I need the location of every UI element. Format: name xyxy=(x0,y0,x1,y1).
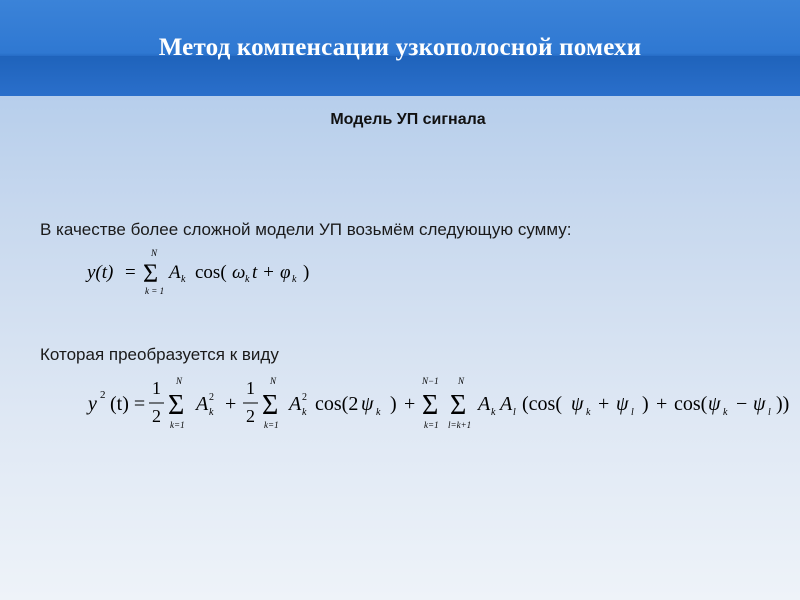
formula-2 xyxy=(80,372,800,436)
formula-2-sum3-sign: Σ xyxy=(422,390,439,421)
paragraph-2: Которая преобразуется к виду xyxy=(40,345,279,364)
formula-2-close-2: ) xyxy=(642,393,649,415)
formula-2-sum4-lower: l=k+1 xyxy=(448,420,472,430)
formula-1-equals: = xyxy=(125,262,136,283)
formula-1-close: ) xyxy=(303,262,310,283)
formula-2-plus-2: + xyxy=(404,393,416,415)
formula-2-frac1-num: 1 xyxy=(152,378,161,398)
formula-1-t-plus: t + xyxy=(252,262,275,283)
formula-2-plus-4: + xyxy=(656,393,668,415)
title-band xyxy=(0,56,800,96)
formula-2-A2-sub: k xyxy=(302,407,307,418)
formula-2-sum1-sign: Σ xyxy=(168,390,185,421)
formula-1-lhs: y(t) xyxy=(87,262,114,283)
slide-subtitle: Модель УП сигнала xyxy=(330,111,486,128)
formula-2-cos-open: (cos( xyxy=(522,393,562,415)
formula-2-frac2-den: 2 xyxy=(246,406,255,426)
formula-2-sum3-lower: k=1 xyxy=(424,420,439,430)
formula-1-omega-sub: k xyxy=(245,274,250,285)
formula-2-psi-3-sub: l xyxy=(631,407,634,418)
formula-2-sum2-upper: N xyxy=(270,376,277,386)
formula-2-A2: A xyxy=(289,393,302,415)
formula-2-frac1-den: 2 xyxy=(152,406,161,426)
formula-1-sum-upper: N xyxy=(151,248,158,258)
title-bar xyxy=(0,0,800,96)
formula-2-A2-sup: 2 xyxy=(302,392,307,403)
formula-2-frac2-num: 1 xyxy=(246,378,255,398)
formula-2-psi-2: ψ xyxy=(571,393,584,415)
formula-2-cos2: cos(2 xyxy=(315,393,359,415)
formula-2-sum3-upper: N−1 xyxy=(422,376,439,386)
formula-2-Al-sub: l xyxy=(513,407,516,418)
formula-2-psi-5: ψ xyxy=(753,393,766,415)
formula-2-psi-4: ψ xyxy=(708,393,721,415)
formula-2-minus: − xyxy=(736,393,748,415)
formula-2-cos-open-2: cos( xyxy=(674,393,708,415)
formula-2-A1-sup: 2 xyxy=(209,392,214,403)
formula-2-sum2-lower: k=1 xyxy=(264,420,279,430)
slide-title: Метод компенсации узкополосной помехи xyxy=(158,34,642,61)
formula-2-sum1-upper: N xyxy=(176,376,183,386)
formula-2-plus-3: + xyxy=(598,393,610,415)
formula-2-A3-sub: k xyxy=(491,407,496,418)
formula-2-sum4-upper: N xyxy=(458,376,465,386)
formula-2-psi-1: ψ xyxy=(361,393,374,415)
formula-2-plus-1: + xyxy=(225,393,237,415)
formula-2-sum2-sign: Σ xyxy=(262,390,279,421)
formula-2-svg xyxy=(80,372,800,436)
formula-2-A1-sub: k xyxy=(209,407,214,418)
formula-2-y-sup: 2 xyxy=(100,389,106,401)
formula-2-psi-4-sub: k xyxy=(723,407,728,418)
formula-1-svg xyxy=(85,246,325,298)
formula-1-A: A xyxy=(169,262,181,283)
formula-2-psi-1-sub: k xyxy=(376,407,381,418)
formula-2-psi-2-sub: k xyxy=(586,407,591,418)
formula-1-sum-lower: k = 1 xyxy=(145,286,165,296)
formula-2-y: y xyxy=(88,393,97,415)
formula-1-sum-sign: Σ xyxy=(143,259,159,288)
formula-2-lhs-rest: (t) = xyxy=(110,393,146,415)
formula-1-cos: cos( xyxy=(195,262,227,283)
formula-2-psi-3: ψ xyxy=(616,393,629,415)
formula-1-phi-sub: k xyxy=(292,274,297,285)
formula-2-close-1: ) xyxy=(390,393,397,415)
formula-1-A-sub: k xyxy=(181,274,186,285)
formula-2-sum1-lower: k=1 xyxy=(170,420,185,430)
formula-2-sum4-sign: Σ xyxy=(450,390,467,421)
formula-2-double-close: )) xyxy=(776,393,790,415)
formula-2-Al: A xyxy=(500,393,513,415)
formula-1-phi: φ xyxy=(280,262,291,283)
formula-2-A1: A xyxy=(196,393,209,415)
formula-2-A3: A xyxy=(478,393,491,415)
formula-1-omega: ω xyxy=(232,262,246,283)
paragraph-1: В качестве более сложной модели УП возьмём следующую сумму: xyxy=(40,220,572,239)
formula-1 xyxy=(85,246,325,298)
formula-2-psi-5-sub: l xyxy=(768,407,771,418)
